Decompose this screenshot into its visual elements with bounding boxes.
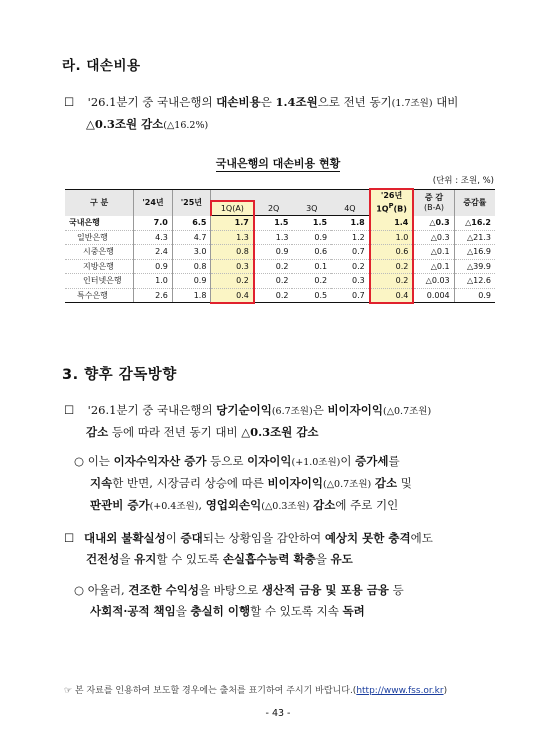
header-change: 증 감 (B-A) xyxy=(413,189,454,216)
header-category: 구 분 xyxy=(65,189,134,216)
table-row: 특수은행 2.6 1.8 0.4 0.2 0.5 0.7 0.4 0.004 0.9 xyxy=(65,288,495,303)
circle-marker: ○ xyxy=(74,583,85,597)
section-heading-supervision: 3. 향후 감독방향 xyxy=(62,367,177,383)
header-2026-q1: '26년 $1Q^P(B)$ xyxy=(370,189,414,216)
subparagraph-cause: ○ 이는 이자수익자산 증가 등으로 이자이익(+1.0조원)이 증가세를 지속한 반면, 시장금리 상승에 따른 비이자이익(△0.7조원) 감소 및 판관비 증가(+0.4조원), 영업외손익(△0.3조원) 감소에 주로 기인 xyxy=(74,454,412,512)
table-row: 일반은행 4.3 4.7 1.3 1.3 0.9 1.2 1.0 △0.3 △21.3 xyxy=(65,230,495,245)
header-q4: 4Q xyxy=(331,201,370,216)
header-2024: '24년 xyxy=(134,189,173,216)
section-heading-la: 라. 대손비용 xyxy=(62,58,141,74)
paragraph-loan-loss-cost: ☐ '26.1분기 중 국내은행의 대손비용은 1.4조원으로 전년 동기(1.7조원) 대비 △0.3조원 감소(△16.2%) xyxy=(64,92,494,136)
checkbox-marker: ☐ xyxy=(64,403,75,417)
loan-loss-table xyxy=(65,188,495,304)
citation-footnote: ☞ 본 자료를 인용하여 보도할 경우에는 출처를 표기하여 주시기 바랍니다.(http://www.fss.or.kr) xyxy=(64,686,448,696)
header-q3: 3Q xyxy=(292,201,331,216)
paragraph-soundness: ☐ 대내외 불확실성이 증대되는 상황임을 감안하여 예상치 못한 충격에도 건전성을 유지할 수 있도록 손실흡수능력 확충을 유도 xyxy=(64,528,494,570)
page-number: - 43 - xyxy=(265,708,291,719)
circle-marker: ○ xyxy=(74,454,85,468)
header-q1: 1Q(A) xyxy=(211,201,254,216)
table-title: 국내은행의 대손비용 현황 xyxy=(215,157,341,170)
fss-website-link[interactable]: http://www.fss.or.kr xyxy=(356,686,444,696)
paragraph-net-income: ☐ '26.1분기 중 국내은행의 당기순이익(6.7조원)은 비이자이익(△0.7조원) 감소 등에 따라 전년 동기 대비 △0.3조원 감소 xyxy=(64,400,494,443)
table-row: 인터넷은행 1.0 0.9 0.2 0.2 0.2 0.3 0.2 △0.03 △12.6 xyxy=(65,274,495,289)
header-2025: '25년 xyxy=(172,189,211,216)
table-row: 국내은행 7.0 6.5 1.7 1.5 1.5 1.8 1.4 △0.3 △16.2 xyxy=(65,216,495,231)
checkbox-marker: ☐ xyxy=(64,531,75,545)
table-row: 시중은행 2.4 3.0 0.8 0.9 0.6 0.7 0.6 △0.1 △16.9 xyxy=(65,245,495,260)
subparagraph-responsibility: ○ 아울러, 견조한 수익성을 바탕으로 생산적 금융 및 포용 금융 등 사회적·공적 책임을 충실히 이행할 수 있도록 지속 독려 xyxy=(74,583,404,618)
header-rate: 증감률 xyxy=(454,189,495,216)
checkbox-marker: ☐ xyxy=(64,95,75,109)
header-q2: 2Q xyxy=(254,201,293,216)
table-unit: (단위 : 조원, %) xyxy=(432,176,494,186)
table-row: 지방은행 0.9 0.8 0.3 0.2 0.1 0.2 0.2 △0.1 △39.9 xyxy=(65,259,495,274)
